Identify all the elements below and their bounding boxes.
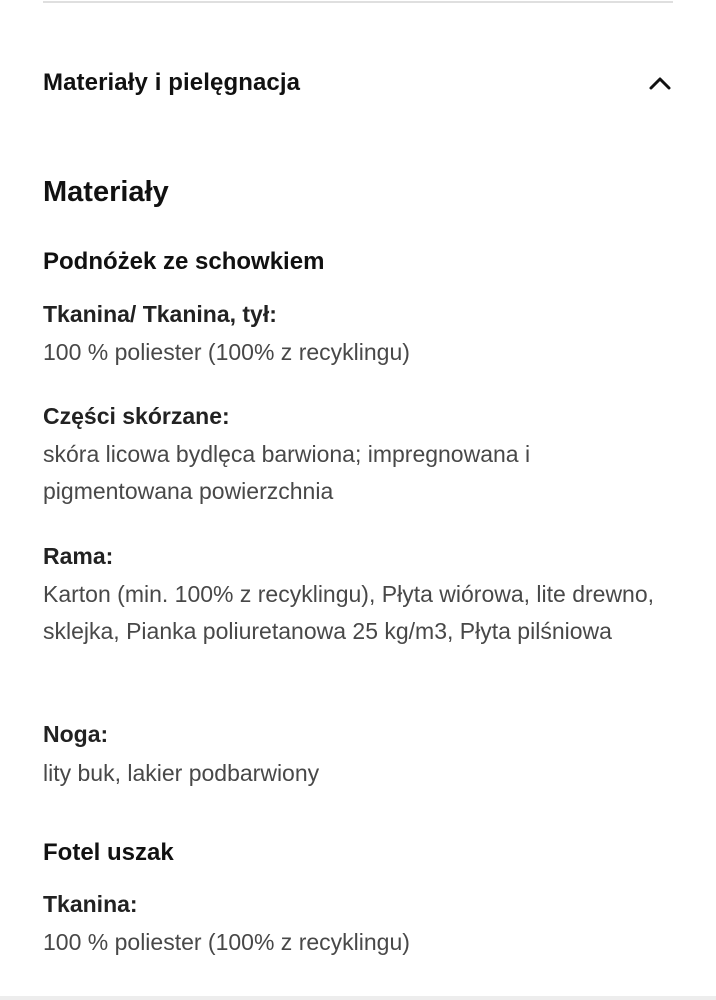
material-label: Rama:: [43, 543, 114, 569]
bottom-divider: [0, 996, 716, 1000]
material-value: skóra licowa bydlęca barwiona; impregnowana i pigmentowana powierzchnia: [43, 441, 531, 504]
materials-care-accordion-header[interactable]: [43, 55, 673, 111]
material-label: Noga:: [43, 721, 109, 747]
materials-heading: Materiały: [43, 176, 169, 208]
material-label: Tkanina:: [43, 891, 138, 917]
product-heading-wing-chair: Fotel uszak: [43, 839, 174, 866]
material-value: Karton (min. 100% z recyklingu), Płyta wiórowa, lite drewno, sklejka, Pianka poliuretanowa 25 kg/m3, Płyta pilśniowa: [43, 581, 655, 644]
material-label: Tkanina/ Tkanina, tył:: [43, 301, 277, 327]
material-value: lity buk, lakier podbarwiony: [43, 760, 320, 786]
material-value: 100 % poliester (100% z recyklingu): [43, 929, 410, 955]
material-value: 100 % poliester (100% z recyklingu): [43, 339, 410, 365]
accordion-title: Materiały i pielęgnacja: [43, 69, 301, 96]
chevron-up-icon[interactable]: [647, 70, 673, 96]
top-divider: [43, 0, 673, 3]
material-label: Części skórzane:: [43, 403, 230, 429]
product-heading-footstool: Podnóżek ze schowkiem: [43, 248, 325, 275]
